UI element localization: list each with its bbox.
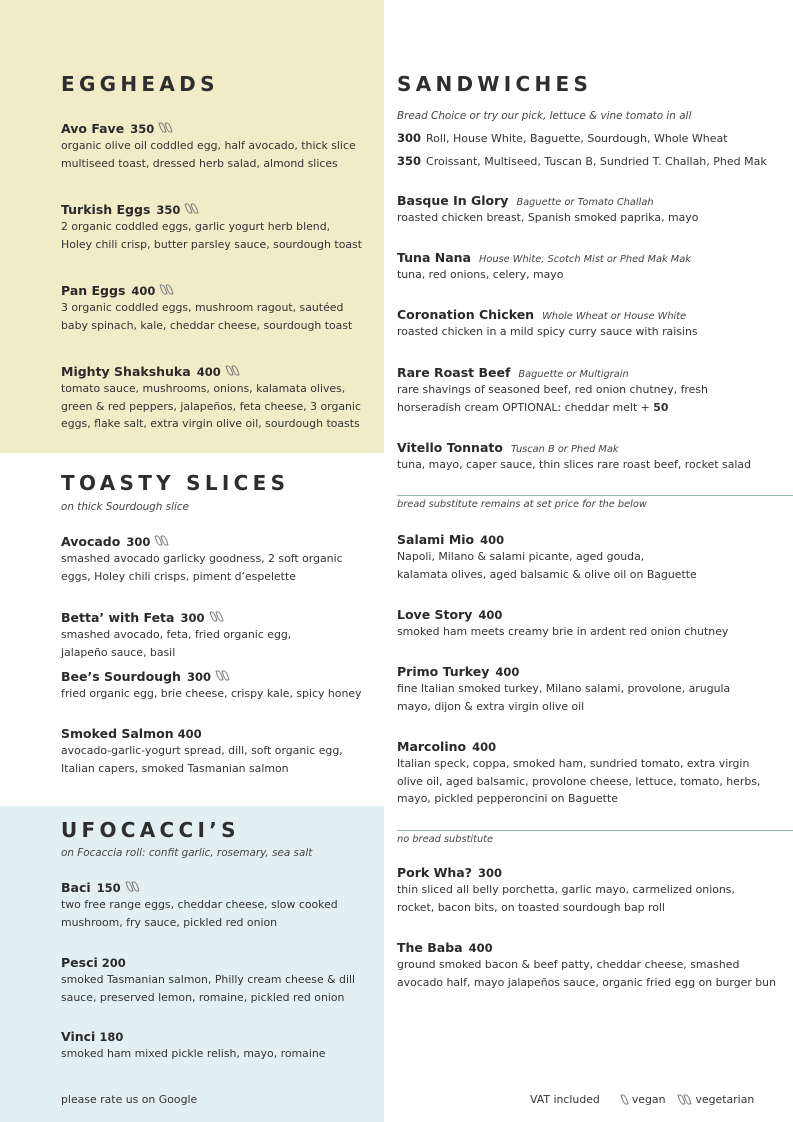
item-description: two free range eggs, cheddar cheese, slow cooked mushroom, fry sauce, pickled red onion xyxy=(61,898,338,929)
menu-item xyxy=(61,726,361,777)
item-description: smashed avocado, feta, fried organic egg, jalapeño sauce, basil xyxy=(61,628,292,659)
item-name: Primo Turkey xyxy=(397,664,490,679)
item-description: ground smoked bacon & beef patty, cheddar cheese, smashed avocado half, mayo jalapeños sauce, organic fried egg on burger bun xyxy=(397,958,776,989)
item-price: 150 xyxy=(96,881,121,895)
item-description: fried organic egg, brie cheese, crispy kale, spicy honey xyxy=(61,687,362,700)
vegan-leaf-icon xyxy=(622,1094,627,1105)
item-name: The Baba xyxy=(397,940,463,955)
rate-us-text: please rate us on Google xyxy=(61,1093,198,1106)
menu-item xyxy=(397,250,787,284)
menu-item xyxy=(397,865,787,916)
menu-item xyxy=(61,880,361,931)
bread-note: Tuscan B or Phed Mak xyxy=(510,444,619,455)
item-name: Mighty Shakshuka xyxy=(61,364,191,379)
item-name: Salami Mio xyxy=(397,532,475,547)
item-description: fine Italian smoked turkey, Milano salami, provolone, arugula mayo, dijon & extra virgin olive oil xyxy=(397,682,731,713)
item-price: 400 xyxy=(468,941,493,955)
section-divider xyxy=(397,830,793,831)
vegetarian-icon xyxy=(161,284,172,295)
item-price: 300 xyxy=(477,866,502,880)
item-name: Avocado xyxy=(61,534,121,549)
toasty-slices-title: TOASTY SLICES xyxy=(61,471,290,495)
item-description: roasted chicken in a mild spicy curry sauce with raisins xyxy=(397,325,698,338)
bread-substitute-note: bread substitute remains at set price for the below xyxy=(397,499,647,510)
vegetarian-icon xyxy=(156,535,167,546)
vegetarian-icon xyxy=(227,365,238,376)
item-name: Love Story xyxy=(397,607,473,622)
menu-item xyxy=(397,193,787,227)
vegetarian-icon xyxy=(127,881,138,892)
item-name: Vinci xyxy=(61,1029,96,1044)
item-description: tuna, red onions, celery, mayo xyxy=(397,268,564,281)
menu-item xyxy=(397,607,787,641)
no-substitute-note: no bread substitute xyxy=(397,834,494,845)
item-price: 400 xyxy=(495,665,520,679)
bread-note: Baguette or Multigrain xyxy=(518,369,629,380)
item-description: Napoli, Milano & salami picante, aged gouda, kalamata olives, aged balsamic & olive oil on Baguette xyxy=(397,550,697,581)
menu-item xyxy=(397,365,787,416)
item-name: Vitello Tonnato xyxy=(397,440,503,455)
item-price: 400 xyxy=(131,284,156,298)
item-price: 180 xyxy=(99,1030,124,1044)
item-name: Pesci xyxy=(61,955,98,970)
sandwiches-title: SANDWICHES xyxy=(397,72,593,96)
ufocacci-title: UFOCACCI’S xyxy=(61,818,240,842)
sandwiches-subtitle: Bread Choice or try our pick, lettuce & vine tomato in all xyxy=(397,110,692,122)
vegetarian-icon xyxy=(160,122,171,133)
item-price: 400 xyxy=(177,727,202,741)
bread-price-line: 350 Croissant, Multiseed, Tuscan B, Sundried T. Challah, Phed Mak xyxy=(397,154,767,168)
menu-item xyxy=(61,534,361,585)
item-description: smashed avocado garlicky goodness, 2 soft organic eggs, Holey chili crisps, piment d’espelette xyxy=(61,552,343,583)
item-description: avocado-garlic-yogurt spread, dill, soft organic egg, Italian capers, smoked Tasmanian salmon xyxy=(61,744,343,775)
menu-item xyxy=(61,1029,361,1063)
item-name: Rare Roast Beef xyxy=(397,365,511,380)
item-name: Smoked Salmon xyxy=(61,726,174,741)
menu-item xyxy=(397,440,787,474)
menu-item xyxy=(61,283,361,334)
bread-price-line: 300 Roll, House White, Baguette, Sourdough, Whole Wheat xyxy=(397,131,728,145)
footer-legend xyxy=(530,1093,754,1106)
vegan-label: vegan xyxy=(631,1093,666,1106)
menu-item xyxy=(61,610,361,661)
menu-item xyxy=(61,364,361,433)
menu-item xyxy=(397,664,787,715)
item-name: Marcolino xyxy=(397,739,467,754)
vegetarian-icon xyxy=(217,670,228,681)
item-description: smoked ham mixed pickle relish, mayo, romaine xyxy=(61,1047,326,1060)
vegetarian-leaf-icon xyxy=(679,1094,690,1105)
item-description: rare shavings of seasoned beef, red onion chutney, fresh horseradish cream OPTIONAL: cheddar melt + 50 xyxy=(397,383,708,414)
item-name: Baci xyxy=(61,880,91,895)
section-divider xyxy=(397,495,793,496)
item-name: Betta’ with Feta xyxy=(61,610,175,625)
item-price: 300 xyxy=(126,535,151,549)
item-name: Avo Fave xyxy=(61,121,125,136)
item-name: Pan Eggs xyxy=(61,283,126,298)
item-description: Italian speck, coppa, smoked ham, sundried tomato, extra virgin olive oil, aged balsamic, provolone cheese, lettuce, tomato, herbs, mayo, pickled pepperoncini on Baguette xyxy=(397,757,761,805)
item-price: 400 xyxy=(480,533,505,547)
add-on-price: 50 xyxy=(653,400,669,414)
bread-note: Baguette or Tomato Challah xyxy=(516,197,654,208)
item-price: 200 xyxy=(101,956,126,970)
item-name: Coronation Chicken xyxy=(397,307,535,322)
vat-text: VAT included xyxy=(530,1093,600,1106)
item-description: tomato sauce, mushrooms, onions, kalamata olives, green & red peppers, jalapeños, feta cheese, 3 organic eggs, flake salt, extra virgin olive oil, sourdough toasts xyxy=(61,382,361,430)
item-price: 350 xyxy=(156,203,181,217)
menu-item xyxy=(61,955,361,1006)
item-name: Pork Wha? xyxy=(397,865,472,880)
item-description: thin sliced all belly porchetta, garlic mayo, carmelized onions, rocket, bacon bits, on toasted sourdough bap roll xyxy=(397,883,735,914)
menu-item xyxy=(397,940,787,991)
item-price: 300 xyxy=(186,670,211,684)
ufocacci-subtitle: on Focaccia roll: confit garlic, rosemary, sea salt xyxy=(61,847,313,859)
item-price: 400 xyxy=(196,365,221,379)
item-price: 350 xyxy=(130,122,155,136)
item-description: 2 organic coddled eggs, garlic yogurt herb blend, Holey chili crisp, butter parsley sauce, sourdough toast xyxy=(61,220,362,251)
item-description: smoked ham meets creamy brie in ardent red onion chutney xyxy=(397,625,729,638)
item-name: Bee’s Sourdough xyxy=(61,669,181,684)
item-name: Tuna Nana xyxy=(397,250,471,265)
item-description: 3 organic coddled eggs, mushroom ragout, sautéed baby spinach, kale, cheddar cheese, sourdough toast xyxy=(61,301,353,332)
item-description: smoked Tasmanian salmon, Philly cream cheese & dill sauce, preserved lemon, romaine, pickled red onion xyxy=(61,973,356,1004)
menu-item xyxy=(397,739,787,808)
toasty-slices-subtitle: on thick Sourdough slice xyxy=(61,501,189,513)
item-price: 400 xyxy=(478,608,503,622)
item-description: tuna, mayo, caper sauce, thin slices rare roast beef, rocket salad xyxy=(397,458,751,471)
menu-item xyxy=(397,307,787,341)
item-price: 400 xyxy=(472,740,497,754)
menu-item xyxy=(61,202,361,253)
item-description: organic olive oil coddled egg, half avocado, thick slice multiseed toast, dressed herb salad, almond slices xyxy=(61,139,356,170)
bread-note: Whole Wheat or House White xyxy=(542,311,687,322)
menu-item xyxy=(61,121,361,172)
menu-item xyxy=(397,532,787,583)
bread-note: House White, Scotch Mist or Phed Mak Mak xyxy=(478,254,691,265)
item-description: roasted chicken breast, Spanish smoked paprika, mayo xyxy=(397,211,699,224)
vegetarian-icon xyxy=(186,203,197,214)
vegetarian-icon xyxy=(211,611,222,622)
item-name: Basque In Glory xyxy=(397,193,509,208)
item-price: 300 xyxy=(180,611,205,625)
vegetarian-label: vegetarian xyxy=(695,1093,755,1106)
eggheads-title: EGGHEADS xyxy=(61,72,219,96)
menu-item xyxy=(61,669,361,703)
item-name: Turkish Eggs xyxy=(61,202,151,217)
